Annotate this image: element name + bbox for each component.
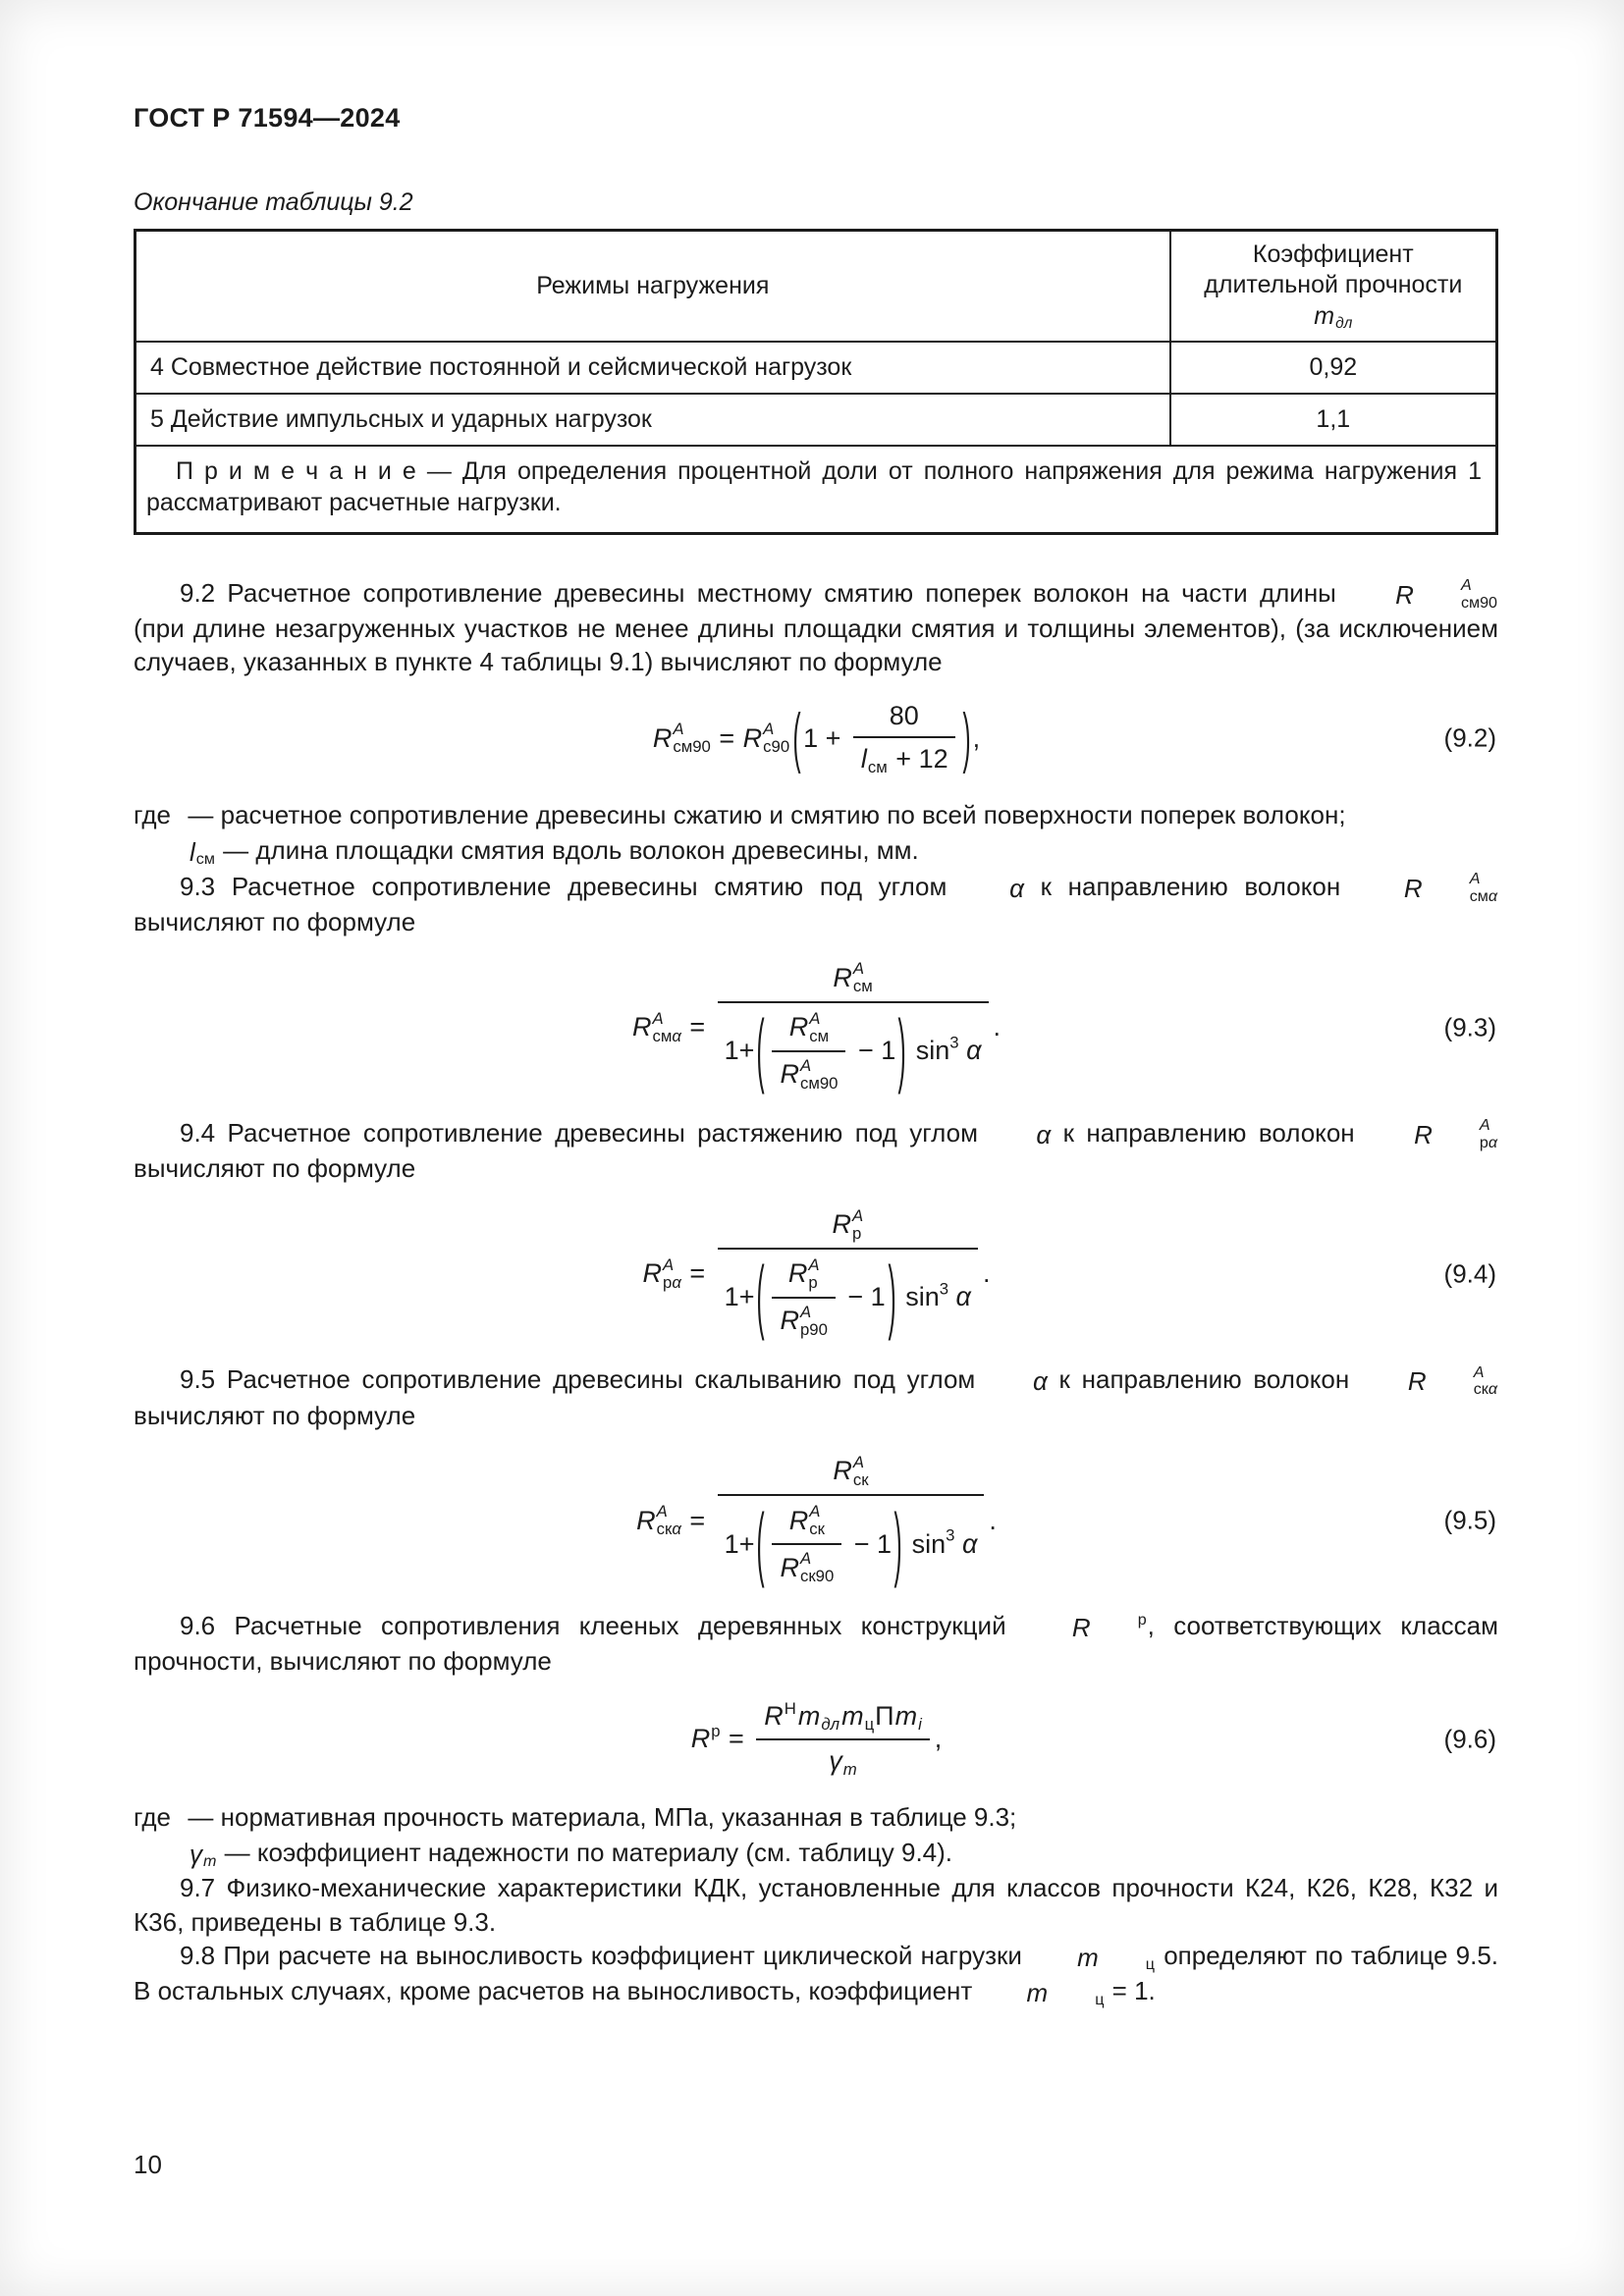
definition-lsm: l см — длина площадки смятия вдоль волокон древесины, мм.	[189, 835, 919, 869]
equation-9-2	[134, 699, 1498, 778]
equation-9-6	[134, 1698, 1498, 1781]
page-number: 10	[134, 2150, 162, 2179]
modes-column-header: Режимы нагружения	[135, 231, 1170, 342]
equation-number-9-3: (9.3)	[1443, 1012, 1496, 1042]
equation-number-9-6: (9.6)	[1443, 1724, 1496, 1754]
paragraph-9-2: 9.2 Расчетное сопротивление древесины местному смятию поперек волокон на части длины R A см90 (при длине незагруженных участков не менее длины площадки смятия и толщины элементов), (за исключением случаев, указанных в пункте 4 таблицы 9.1) вычисляют по формуле	[134, 576, 1498, 677]
definition-RN: где — нормативная прочность материала, МПа, указанная в таблице 9.3;	[134, 1801, 1017, 1832]
paragraph-9-4: 9.4 Расчетное сопротивление древесины растяжению под углом α к направлению волокон R A рα вычисляют по формуле	[134, 1116, 1497, 1184]
equation-9-3	[134, 958, 1498, 1095]
formula-9-4: R A рα = R A р 1+ ( R A р R A р90 − 1 ) sin 3 α .	[642, 1205, 991, 1342]
equation-number-9-4: (9.4)	[1443, 1258, 1496, 1289]
paragraph-9-7: 9.7 Физико-механические характеристики КДК, установленные для классов прочности К24, К26, К28, К32 и К36, приведены в таблице 9.3.	[134, 1873, 1498, 1937]
doc-number-header: ГОСТ Р 71594—2024	[134, 103, 401, 133]
equation-9-4	[134, 1205, 1498, 1343]
formula-9-6: R р = R Н m дл m ц П m i γ m ,	[690, 1698, 943, 1779]
load-modes-table	[134, 229, 1498, 535]
value-cell: 1,1	[1170, 394, 1497, 446]
equation-number-9-5: (9.5)	[1443, 1505, 1496, 1535]
definition-Rc90: где — расчетное сопротивление древесины сжатию и смятию по всей поверхности поперек волокон;	[134, 799, 1346, 829]
table-header-row	[135, 231, 1497, 342]
note-cell	[135, 446, 1497, 534]
coef-column-header: Коэффициент длительной прочности m дл	[1170, 231, 1497, 342]
paragraph-9-8: 9.8 При расчете на выносливость коэффициент циклической нагрузки m ц определяют по таблице 9.5. В остальных случаях, кроме расчетов на выносливость, коэффициент m ц = 1.	[134, 1940, 1498, 2009]
formula-9-3: R A смα = R A см 1+ ( R A см R A см90 − 1 ) sin 3 α .	[631, 959, 1001, 1095]
paragraph-9-3: 9.3 Расчетное сопротивление древесины смятию под углом α к направлению волокон R A смα вычисляют по формуле	[134, 870, 1498, 937]
table-continuation-caption: Окончание таблицы 9.2	[134, 188, 413, 216]
table-note-row	[135, 446, 1497, 534]
paragraph-9-6: 9.6 Расчетные сопротивления клееных деревянных конструкций R р , соответствующих классам прочности, вычисляют по формуле	[134, 1610, 1498, 1677]
table-row	[135, 394, 1497, 446]
definition-gamma-m: γ m — коэффициент надежности по материалу (см. таблицу 9.4).	[189, 1837, 953, 1871]
mode-cell: 5 Действие импульсных и ударных нагрузок	[135, 394, 1170, 446]
equation-number-9-2: (9.2)	[1443, 722, 1496, 753]
formula-9-5: R A скα = R A ск 1+ ( R A ск R A ск90 − 1 ) sin 3 α .	[636, 1452, 997, 1589]
table-row	[135, 342, 1497, 394]
formula-9-2: R A см90 = R A с90 ( 1 + 80 l см + 12 ) ,	[652, 700, 981, 776]
value-cell: 0,92	[1170, 342, 1497, 394]
table-note: П р и м е ч а н и е — Для определения процентной доли от полного напряжения для режима нагружения 1 рассматривают расчетные нагрузки.	[146, 456, 1482, 517]
equation-9-5	[134, 1452, 1498, 1589]
mode-cell: 4 Совместное действие постоянной и сейсмической нагрузок	[135, 342, 1170, 394]
paragraph-9-5: 9.5 Расчетное сопротивление древесины скалыванию под углом α к направлению волокон R A скα вычисляют по формуле	[134, 1362, 1497, 1430]
